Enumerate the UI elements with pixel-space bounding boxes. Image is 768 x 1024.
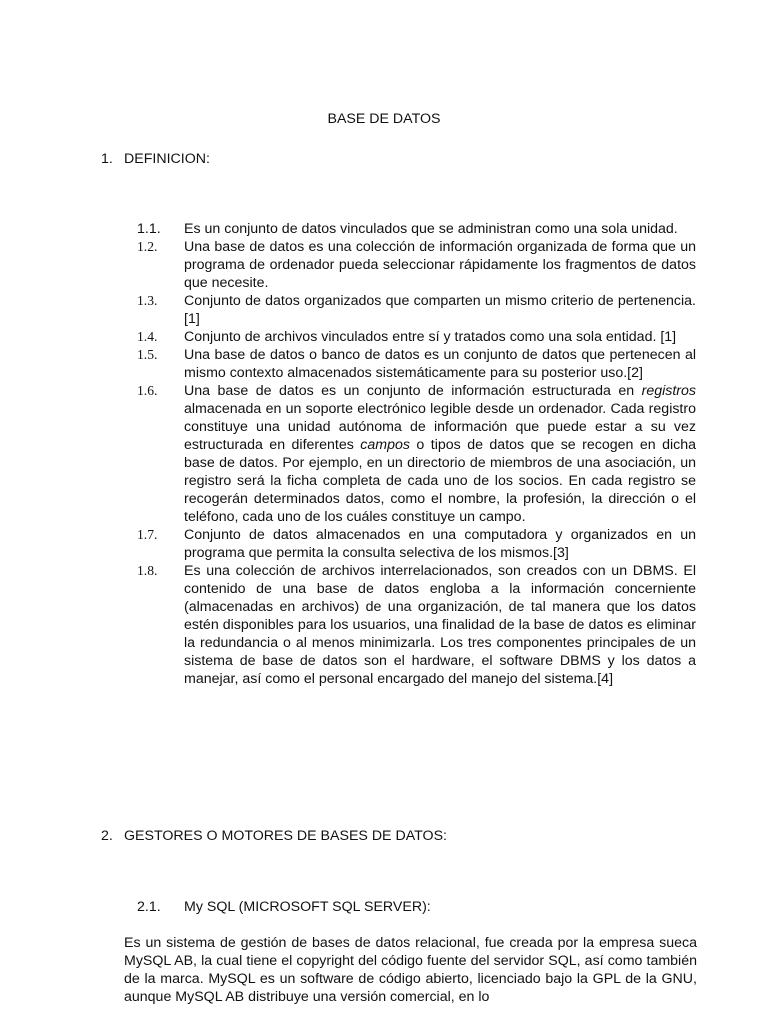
list-item [137,382,697,526]
item-number: 1.7. [137,527,158,542]
section-title: DEFINICION: [124,151,210,167]
italic-term-registros: registros [641,383,696,399]
item-text-part: almacenada en un soporte electrónico legible desde un ordenador. Cada registro constituye una unidad autónoma de información que puede estar a su vez estructurada en diferentes [184,401,696,453]
item-text-part: Una base de datos es un conjunto de información estructurada en [184,383,642,399]
item-number: 1.2. [137,239,158,254]
item-text [184,382,696,526]
subsection-title: My SQL (MICROSOFT SQL SERVER): [184,899,431,915]
item-text: Es un conjunto de datos vinculados que se administran como una sola unidad. [184,221,678,237]
item-number: 1.6. [137,383,158,398]
section-heading-gestores [101,827,701,845]
item-text: Es una colección de archivos interrelacionados, son creados con un DBMS. El contenido de una base de datos engloba a la información concerniente (almacenadas en archivos) de una organización, de tal manera que los datos estén disponibles para los usuarios, una finalidad de la base de datos es eliminar la redundancia o al menos minimizarla. Los tres componentes principales de un sistema de base de datos son el hardware, el software DBMS y los datos a manejar, así como el personal encargado del manejo del sistema.[4] [184,563,696,687]
item-text: Una base de datos o banco de datos es un conjunto de datos que pertenecen al mismo contexto almacenados sistemáticamente para su posterior uso.[2] [184,347,696,381]
list-item [137,346,697,382]
section-title: GESTORES O MOTORES DE BASES DE DATOS: [124,828,447,844]
item-number: 1.3. [137,293,158,308]
subsection-heading-mysql [137,898,431,916]
subsection-number: 2.1. [137,899,161,915]
section-heading-definicion [101,150,701,168]
list-item [137,328,697,346]
list-item [137,238,697,292]
item-text-part: o tipos de datos que se recogen en dicha base de datos. Por ejemplo, en un directorio de miembros de una asociación, un registro será la ficha completa de cada uno de los socios. En cada registro se recogerán determinados datos, como el nombre, la profesión, la dirección o el teléfono, cada uno de los cuáles constituye un campo. [184,437,696,525]
item-text: Conjunto de datos almacenados en una computadora y organizados en un programa que permita la consulta selectiva de los mismos.[3] [184,527,696,561]
list-item [137,562,697,688]
item-number: 1.4. [137,329,158,344]
section-number: 1. [101,151,113,167]
mysql-paragraph: Es un sistema de gestión de bases de datos relacional, fue creada por la empresa sueca MySQL AB, la cual tiene el copyright del código fuente del servidor SQL, así como también de la marca. MySQL es un software de código abierto, licenciado bajo la GPL de la GNU, aunque MySQL AB distribuye una versión comercial, en lo [124,935,697,1005]
section-number: 2. [101,828,113,844]
item-text: Una base de datos es una colección de información organizada de forma que un programa de ordenador pueda seleccionar rápidamente los fragmentos de datos que necesite. [184,239,696,291]
list-item [137,220,697,238]
italic-term-campos: campos [360,437,410,453]
item-number: 1.5. [137,347,158,362]
item-text: Conjunto de archivos vinculados entre sí y tratados como una sola entidad. [1] [184,329,677,345]
item-number: 1.8. [137,563,158,578]
definition-list [137,220,697,688]
item-text: Conjunto de datos organizados que comparten un mismo criterio de pertenencia.[1] [184,293,696,327]
document-title: BASE DE DATOS [327,111,441,127]
item-number: 1.1. [137,221,161,237]
list-item [137,292,697,328]
list-item [137,526,697,562]
